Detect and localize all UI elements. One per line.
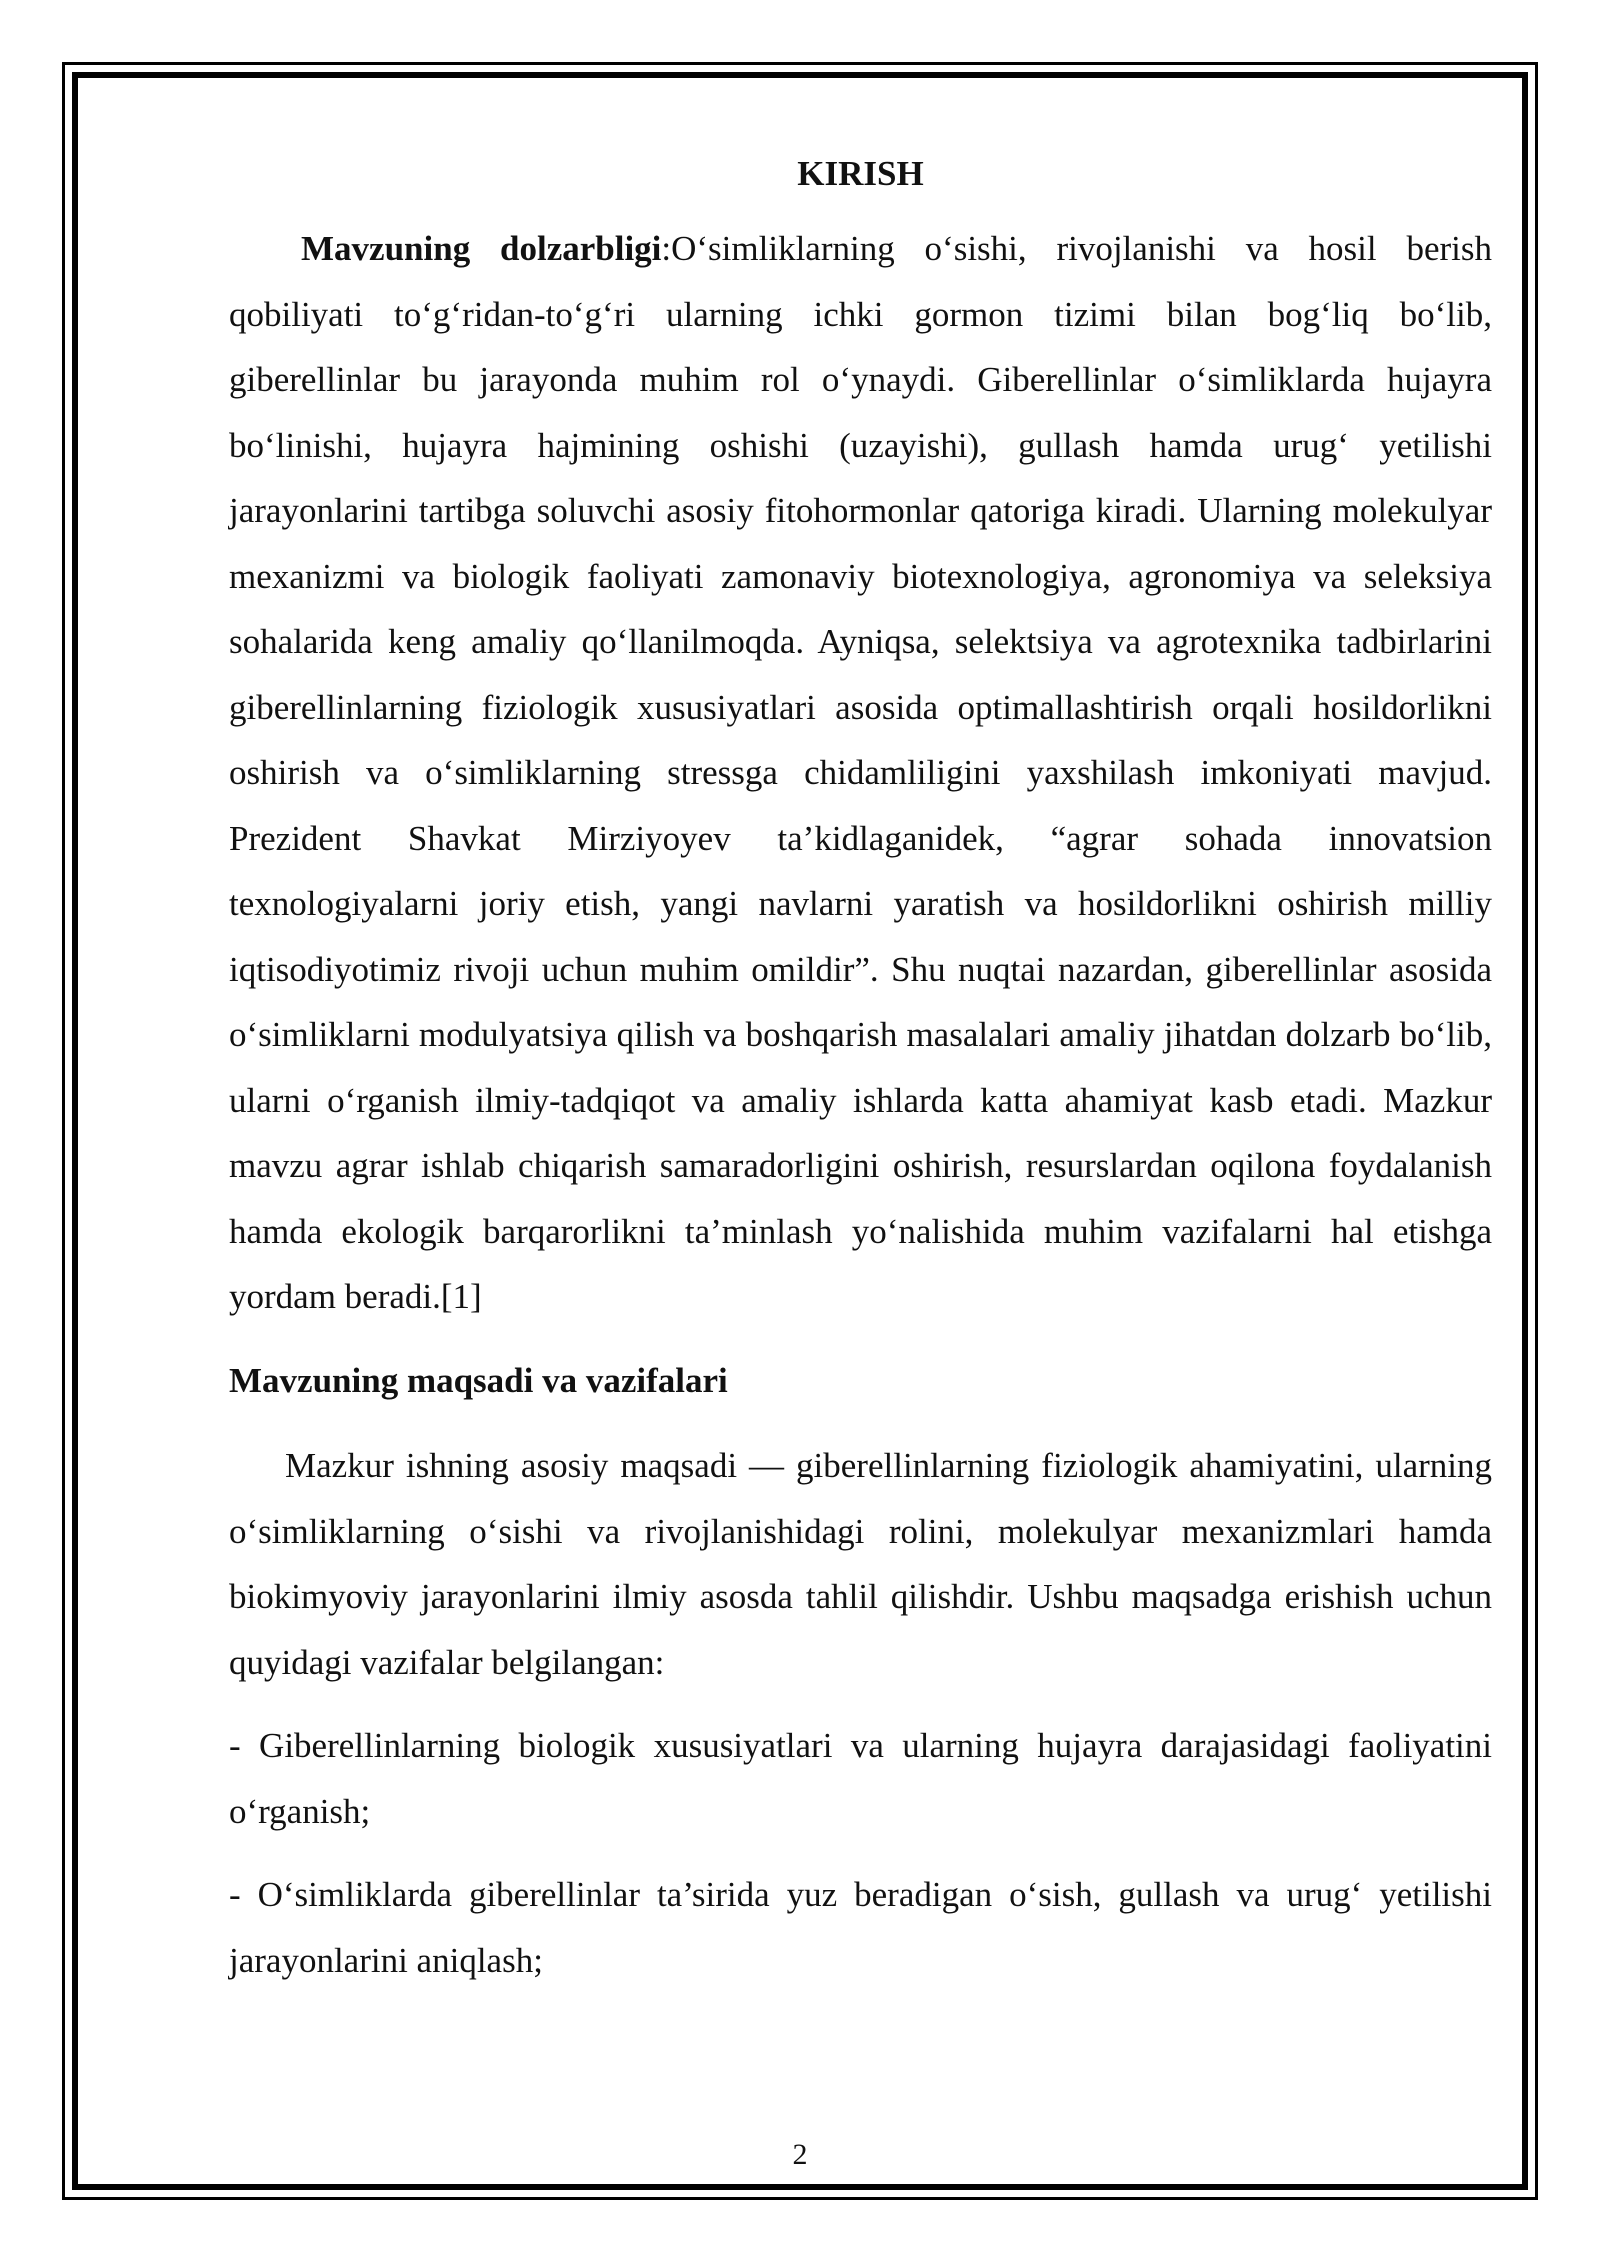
relevance-paragraph [229,216,1492,1330]
page-content [229,150,1492,1993]
page-title: KIRISH [797,154,924,193]
relevance-text: :O‘simliklarning o‘sishi, rivojlanishi va hosil berish qobiliyati to‘g‘ridan-to‘g‘ri ularning ichki gormon tizimi bilan bog‘liq bo‘lib, giberellinlar bu jarayonda muhim rol o‘ynaydi. Giberellinlar o‘simliklarda hujayra bo‘linishi, hujayra hajmining oshishi (uzayishi), gullash hamda urug‘ yetilishi jarayonlarini tartibga soluvchi asosiy fitohormonlar qatoriga kiradi. Ularning molekulyar mexanizmi va biologik faoliyati zamonaviy biotexnologiya, agronomiya va seleksiya sohalarida keng amaliy qo‘llanilmoqda. Ayniqsa, selektsiya va agrotexnika tadbirlarini giberellinlarning fiziologik xususiyatlari asosida optimallashtirish orqali hosildorlikni oshirish va o‘simliklarning stressga chidamliligini yaxshilash imkoniyati mavjud. Prezident Shavkat Mirziyoyev ta’kidlaganidek, “agrar sohada innovatsion texnologiyalarni joriy etish, yangi navlarni yaratish va hosildorlikni oshirish milliy iqtisodiyotimiz rivoji uchun muhim omildir”. Shu nuqtai nazardan, giberellinlar asosida o‘simliklarni modulyatsiya qilish va boshqarish masalalari amaliy jihatdan dolzarb bo‘lib, ularni o‘rganish ilmiy-tadqiqot va amaliy ishlarda katta ahamiyat kasb etadi. Mazkur mavzu agrar ishlab chiqarish samaradorligini oshirish, resurslardan oqilona foydalanish hamda ekologik barqarorlikni ta’minlash yo‘nalishida muhim vazifalarni hal etishga yordam beradi.[1] [229,229,1492,1316]
section-heading-goals: Mavzuning maqsadi va vazifalari [229,1360,728,1400]
goals-intro-paragraph: Mazkur ishning asosiy maqsadi — giberellinlarning fiziologik ahamiyatini, ularning o‘simliklarning o‘sishi va rivojlanishidagi rolini, molekulyar mexanizmlari hamda biokimyoviy jarayonlarini ilmiy asosda tahlil qilishdir. Ushbu maqsadga erishish uchun quyidagi vazifalar belgilangan: [229,1446,1492,1682]
task-item-2: - O‘simliklarda giberellinlar ta’sirida yuz beradigan o‘sish, gullash va urug‘ yetilishi jarayonlarini aniqlash; [229,1875,1492,1980]
task-item-1: - Giberellinlarning biologik xususiyatlari va ularning hujayra darajasidagi faoliyatini o‘rganish; [229,1726,1492,1831]
page-number: 2 [792,2138,808,2171]
relevance-lead: Mavzuning dolzarbligi [301,229,662,268]
